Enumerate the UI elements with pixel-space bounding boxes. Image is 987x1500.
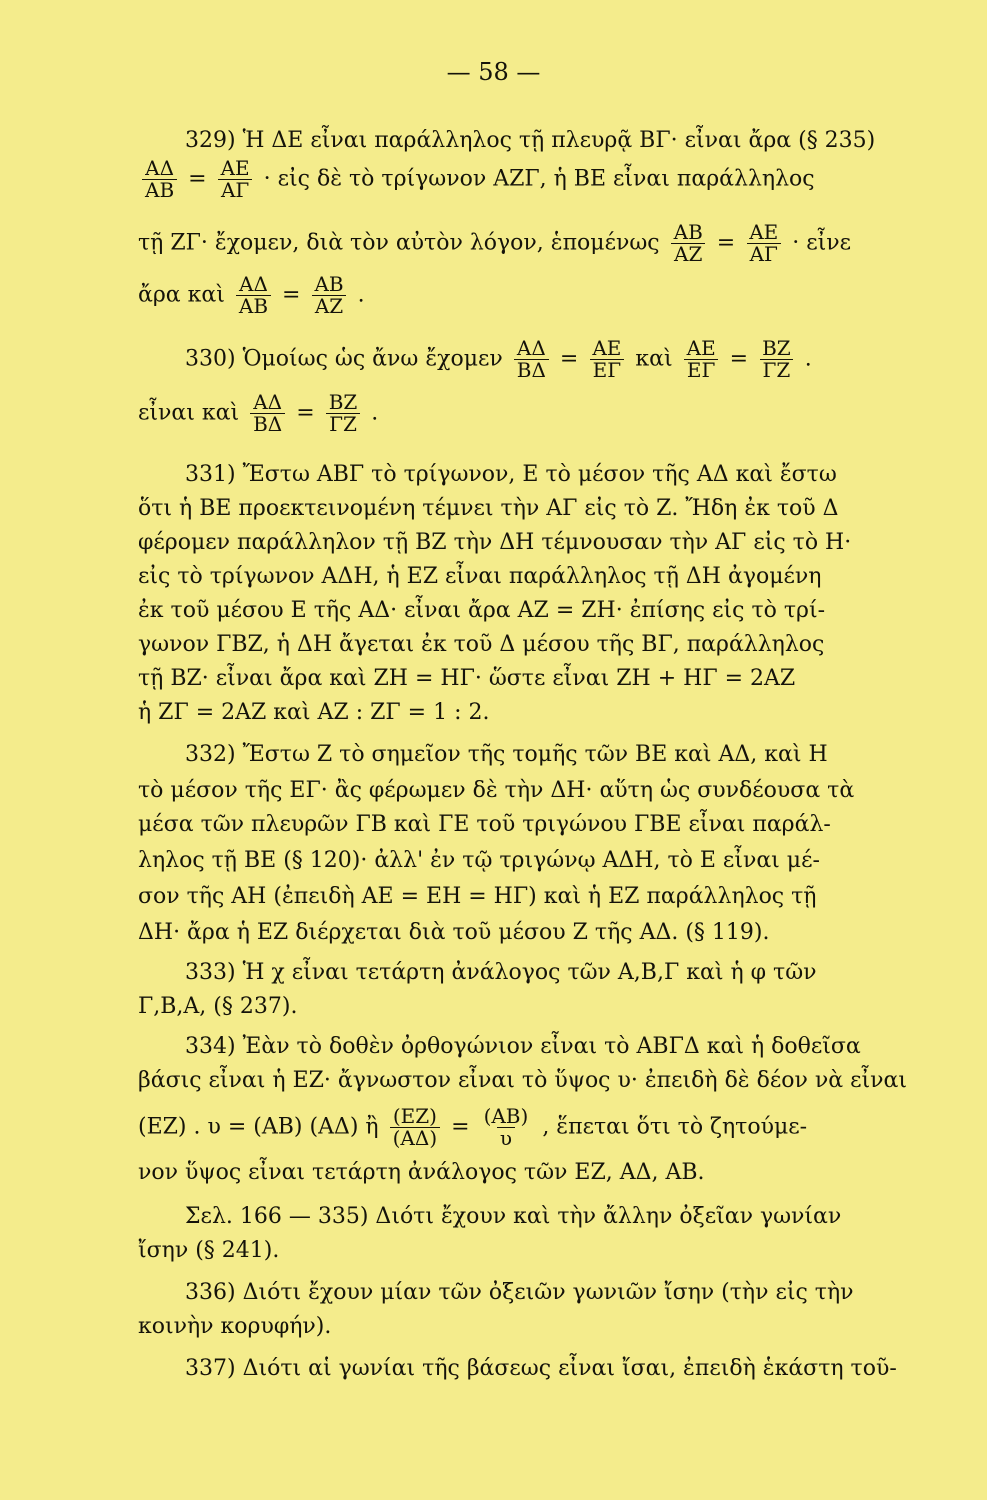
p332-line-1: 332) Ἔστω Ζ τὸ σημεῖον τῆς τομῆς τῶν ΒΕ καὶ ΑΔ, καὶ Η <box>185 742 828 767</box>
p331-line-3: φέρομεν παράλληλον τῇ ΒΖ τὴν ΔΗ τέμνουσαν τὴν ΑΓ εἰς τὸ Η· <box>138 530 852 555</box>
fraction: $\frac{(EZ)}{(A\Delta)}$ <box>390 1106 441 1149</box>
p334-line-2: βάσις εἶναι ἡ ΕΖ· ἄγνωστον εἶναι τὸ ὕψος υ· ἐπειδὴ δὲ δέον νὰ εἶναι <box>138 1068 907 1093</box>
fraction: $\frac{AE}{A\Gamma}$ <box>218 158 253 201</box>
fraction: $\frac{BZ}{\Gamma Z}$ <box>326 392 361 435</box>
fraction: $\frac{A\Delta}{AB}$ <box>142 158 177 201</box>
p331-line-5: ἐκ τοῦ μέσου Ε τῆς ΑΔ· εἶναι ἄρα ΑΖ = ΖΗ· ἐπίσης εἰς τὸ τρί- <box>138 598 826 623</box>
p332-line-3: μέσα τῶν πλευρῶν ΓΒ καὶ ΓΕ τοῦ τριγώνου ΓΒΕ εἶναι παράλ- <box>138 812 831 837</box>
p331-line-8: ἡ ΖΓ = 2ΑΖ καὶ ΑΖ : ΖΓ = 1 : 2. <box>138 700 490 725</box>
fraction: $\frac{A\Delta}{B\Delta}$ <box>514 338 549 381</box>
fraction: $\frac{BZ}{\Gamma Z}$ <box>759 338 794 381</box>
fraction: $\frac{(AB)}{\upsilon}$ <box>483 1104 529 1150</box>
p331-line-4: εἰς τὸ τρίγωνον ΑΔΗ, ἡ ΕΖ εἶναι παράλληλος τῇ ΔΗ ἀγομένη <box>138 564 822 589</box>
p331-line-1: 331) Ἔστω ΑΒΓ τὸ τρίγωνον, Ε τὸ μέσον τῆς ΑΔ καὶ ἔστω <box>185 462 837 487</box>
p336-line-1: 336) Διότι ἔχουν μίαν τῶν ὀξειῶν γωνιῶν ἴσην (τὴν εἰς τὴν <box>185 1280 854 1305</box>
p335-line-2: ἴσην (§ 241). <box>138 1238 280 1263</box>
p334-line-4: νον ὕψος εἶναι τετάρτη ἀνάλογος τῶν ΕΖ, ΑΔ, ΑΒ. <box>138 1160 705 1185</box>
p329-line-1: 329) Ἡ ΔΕ εἶναι παράλληλος τῇ πλευρᾷ ΒΓ· εἶναι ἄρα (§ 235) <box>185 128 876 153</box>
fraction: $\frac{A\Delta}{B\Delta}$ <box>250 392 285 435</box>
p331-line-6: γωνον ΓΒΖ, ἡ ΔΗ ἄγεται ἐκ τοῦ Δ μέσου τῆς ΒΓ, παράλληλος <box>138 632 825 657</box>
p330-line-1: 330) Ὁμοίως ὡς ἄνω ἔχομεν $\frac{A\Delta}{B\Delta}$ = $\frac{AE}{E\Gamma}$ καὶ $\frac{AE}{E\Gamma}$ = $\frac{BZ}{\Gamma Z}$ . <box>185 336 812 382</box>
p337-line-1: 337) Διότι αἱ γωνίαι τῆς βάσεως εἶναι ἴσαι, ἐπειδὴ ἑκάστη τοῦ- <box>185 1356 897 1381</box>
fraction: $\frac{AE}{A\Gamma}$ <box>746 222 781 265</box>
p334-line-1: 334) Ἐὰν τὸ δοθὲν ὀρθογώνιον εἶναι τὸ ΑΒΓΔ καὶ ἡ δοθεῖσα <box>185 1034 861 1059</box>
fraction: $\frac{AB}{AZ}$ <box>671 222 706 265</box>
p335-line-1: Σελ. 166 — 335) Διότι ἔχουν καὶ τὴν ἄλλην ὀξεῖαν γωνίαν <box>185 1204 842 1229</box>
p332-line-2: τὸ μέσον τῆς ΕΓ· ἂς φέρωμεν δὲ τὴν ΔΗ· αὕτη ὡς συνδέουσα τὰ <box>138 778 855 803</box>
p334-line-3: (ΕΖ) . υ = (ΑΒ) (ΑΔ) ἢ $\frac{(EZ)}{(A\Delta)}$ = $\frac{(AB)}{\upsilon}$ , ἕπεται ὅτι τὸ ζητούμε- <box>138 1104 808 1150</box>
p332-line-5: σον τῆς ΑΗ (ἐπειδὴ ΑΕ = ΕΗ = ΗΓ) καὶ ἡ ΕΖ παράλληλος τῇ <box>138 884 817 909</box>
fraction: $\frac{AE}{E\Gamma}$ <box>684 338 719 381</box>
p333-line-1: 333) Ἡ χ εἶναι τετάρτη ἀνάλογος τῶν Α,Β,Γ καὶ ἡ φ τῶν <box>185 960 817 985</box>
fraction: $\frac{AB}{AZ}$ <box>311 274 346 317</box>
p329-line-4: ἄρα καὶ $\frac{A\Delta}{AB}$ = $\frac{AB}{AZ}$ . <box>138 272 365 318</box>
p331-line-2: ὅτι ἡ ΒΕ προεκτεινομένη τέμνει τὴν ΑΓ εἰς τὸ Ζ. Ἤδη ἐκ τοῦ Δ <box>138 496 839 521</box>
p332-line-4: ληλος τῇ ΒΕ (§ 120)· ἀλλ' ἐν τῷ τριγώνῳ ΑΔΗ, τὸ Ε εἶναι μέ- <box>138 848 820 873</box>
p332-line-6: ΔΗ· ἄρα ἡ ΕΖ διέρχεται διὰ τοῦ μέσου Ζ τῆς ΑΔ. (§ 119). <box>138 920 770 945</box>
p329-line-2: $\frac{A\Delta}{AB}$ = $\frac{AE}{A\Gamma}$ · εἰς δὲ τὸ τρίγωνον ΑΖΓ, ἡ ΒΕ εἶναι παράλληλος <box>138 158 815 201</box>
p333-line-2: Γ,Β,Α, (§ 237). <box>138 994 298 1019</box>
p336-line-2: κοινὴν κορυφήν). <box>138 1314 332 1339</box>
fraction: $\frac{AE}{E\Gamma}$ <box>589 338 624 381</box>
p331-line-7: τῇ ΒΖ· εἶναι ἄρα καὶ ΖΗ = ΗΓ· ὥστε εἶναι ΖΗ + ΗΓ = 2ΑΖ <box>138 666 796 691</box>
p329-line-3: τῇ ΖΓ· ἔχομεν, διὰ τὸν αὐτὸν λόγον, ἑπομένως $\frac{AB}{AZ}$ = $\frac{AE}{A\Gamma}$ · εἶνε <box>138 220 852 266</box>
fraction: $\frac{A\Delta}{AB}$ <box>236 274 271 317</box>
p330-line-2: εἶναι καὶ $\frac{A\Delta}{B\Delta}$ = $\frac{BZ}{\Gamma Z}$ . <box>138 390 379 436</box>
page-number: — 58 — <box>446 58 541 86</box>
